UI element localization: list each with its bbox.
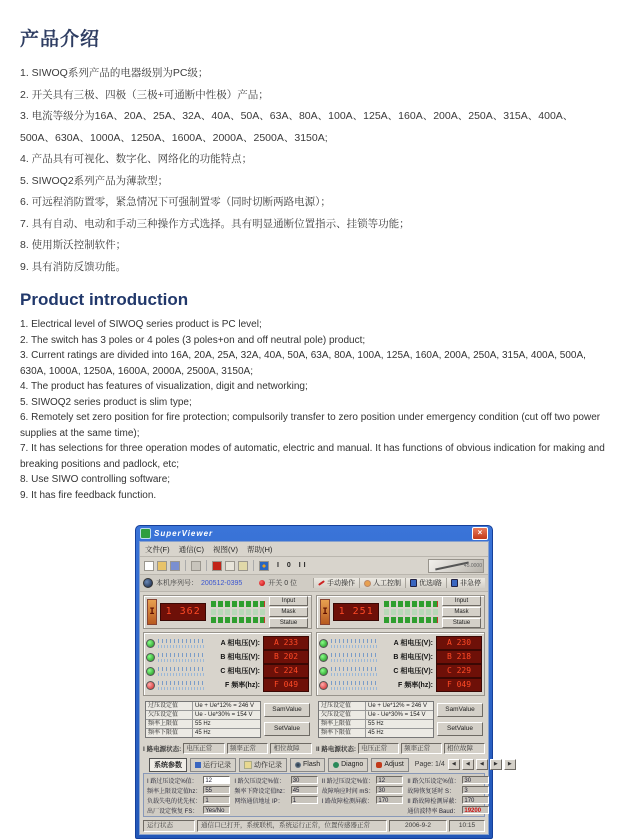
frequency-status: 频率正常 <box>227 743 269 754</box>
save-icon[interactable] <box>170 561 180 571</box>
param-field-empty <box>234 806 317 814</box>
position-indicator: I <box>147 599 157 625</box>
app-window <box>135 525 512 839</box>
param-label: 故障响应时间 mS： <box>321 788 375 795</box>
phase-value-display: C 224 <box>263 664 309 678</box>
phase-label: A 相电压(V): <box>220 640 260 647</box>
app-icon <box>140 528 151 539</box>
titlebar[interactable] <box>139 526 489 541</box>
tab-system-params[interactable] <box>149 758 187 772</box>
hand-icon <box>364 580 371 587</box>
input-button[interactable]: Input <box>442 596 481 606</box>
param-field <box>234 796 317 804</box>
diamond-icon <box>142 762 147 767</box>
param-label: 网络通信地址 IP： <box>234 798 284 805</box>
page-icon <box>244 761 252 769</box>
power-status-label: I 路电源状态: <box>143 745 182 753</box>
new-icon[interactable] <box>144 561 154 571</box>
param-input[interactable]: 12 <box>203 776 230 784</box>
setting-label: 频率下限值 <box>146 729 193 737</box>
phase-row <box>146 664 309 678</box>
phase-led <box>319 667 328 676</box>
tab-label: 动作记录 <box>254 761 282 769</box>
mask-button[interactable]: Mask <box>269 607 308 617</box>
phase-led <box>319 653 328 662</box>
phase-value-display: B 218 <box>436 650 482 664</box>
phase-row <box>319 678 482 692</box>
panel1-power-status <box>143 743 312 753</box>
param-input[interactable]: 30 <box>376 786 403 794</box>
param-input[interactable]: 170 <box>462 796 489 804</box>
open-folder-icon[interactable] <box>157 561 167 571</box>
panel-line1 <box>143 595 312 753</box>
status-button[interactable]: Statue <box>442 618 481 628</box>
phase-status: 相位故障 <box>444 743 485 754</box>
window-title: SuperViewer <box>154 529 214 538</box>
list-item: 4. 产品具有可视化、数字化、网络化的功能特点； <box>20 153 253 165</box>
list-item: 9. 具有消防反馈功能。 <box>20 260 127 273</box>
phase-scale <box>331 638 377 648</box>
phase-status: 相位故障 <box>270 743 312 754</box>
value-buttons <box>437 701 483 738</box>
param-field <box>322 796 404 804</box>
phase-row <box>319 650 482 664</box>
tab-label: Adjust <box>384 761 404 768</box>
status-button[interactable]: Statue <box>269 618 308 628</box>
samvalue-button[interactable]: SamValue <box>264 703 310 717</box>
phase-scale <box>158 680 204 690</box>
app-body <box>139 541 512 835</box>
mode-non-estop[interactable] <box>446 578 485 588</box>
setting-label: 欠压设定值 <box>319 711 366 719</box>
panel2-display-box <box>316 595 485 629</box>
setting-value: 45 Hz <box>368 730 384 736</box>
settings-table <box>145 701 261 738</box>
phase-label: F 频率(hz): <box>225 682 260 689</box>
param-input[interactable]: 55 <box>203 786 230 794</box>
setting-value: Ue + Ue*12% = 246 V <box>368 703 428 709</box>
mode-manual-control[interactable] <box>359 578 405 588</box>
list-item: 7. 具有自动、电动和手动三种操作方式选择。具有明显通断位置指示、挂锁等功能； <box>20 217 410 230</box>
setting-value: Ue - Ue*30% = 154 V <box>195 712 253 718</box>
param-input[interactable]: 1 <box>203 796 230 804</box>
tab-label: Diagno <box>341 761 364 768</box>
mode-buttons <box>313 578 485 588</box>
page-indicator: Page: 1/4 <box>414 761 445 768</box>
param-input[interactable]: 3 <box>462 786 489 794</box>
phase-scale <box>158 652 204 662</box>
mode-label: 优选I路 <box>419 580 442 587</box>
panel1-phase-box <box>143 632 312 696</box>
panel2-phase-box <box>316 632 485 696</box>
phase-led <box>146 681 155 690</box>
param-field <box>407 786 489 794</box>
status-message: 通信口已打开，系统联机，系统运行正常，位置传感器正常 <box>197 820 387 832</box>
led-buttons <box>269 596 308 628</box>
list-item: 8. 使用斯沃控制软件； <box>20 239 127 251</box>
param-label: II 路欠压设定%值： <box>407 778 460 785</box>
phase-led <box>146 653 155 662</box>
io-led-grid <box>211 601 266 623</box>
phase-value-display: A 230 <box>436 636 482 650</box>
list-item: 3. 电流等级分为16A、20A、25A、32A、40A、50A、63A、80A、100A、125A、160A、200A、250A、315A、400A、500A、630A、1000A、1250A、1600A、2000A、2500A、3150A; <box>20 110 574 144</box>
param-field <box>147 776 230 784</box>
list-item: 5. SIWOQ2系列产品为薄款型； <box>20 174 169 187</box>
param-field <box>407 796 489 804</box>
param-label: 通信波特率 Baud： <box>407 808 460 815</box>
heading-en: Product introduction <box>20 290 189 309</box>
param-field <box>407 776 489 784</box>
phase-value-display: A 233 <box>263 636 309 650</box>
list-item: 6. 可远程消防置零，紧急情况下可强制置零（同时切断两路电源）； <box>20 196 331 208</box>
heading-cn: 产品介绍 <box>20 29 101 50</box>
nav-next-button[interactable]: ▶ <box>490 759 502 770</box>
lever-indicator <box>428 559 484 573</box>
en-list <box>20 317 608 503</box>
phase-value-display: C 229 <box>436 664 482 678</box>
list-item: 4. The product has features of visualization, digit and networking; <box>20 381 308 392</box>
list-item: 1. SIWOQ系列产品的电器级别为PC级； <box>20 67 209 79</box>
toolbar <box>140 557 488 575</box>
param-input[interactable]: 30 <box>291 776 318 784</box>
menubar <box>140 542 488 557</box>
line-panels <box>140 592 488 756</box>
param-label: 负载失电的优先权： <box>147 798 202 805</box>
serial-number: 200512-0395 <box>201 579 243 587</box>
setting-label: 过压设定值 <box>319 702 366 710</box>
stop-icon[interactable] <box>212 561 222 571</box>
phase-scale <box>331 666 377 676</box>
nav-prev-button[interactable]: ◀ <box>462 759 474 770</box>
mask-button[interactable]: Mask <box>442 607 481 617</box>
tab-row <box>140 756 512 773</box>
log-icon <box>195 762 201 768</box>
mode-prefer-line1[interactable] <box>405 578 446 588</box>
phase-label: C 相电压(V): <box>393 668 433 675</box>
nav-first-button[interactable]: ◀ <box>448 759 460 770</box>
seven-seg-display: 1 362 <box>160 603 206 621</box>
nav-last-button[interactable]: ▶ <box>504 759 516 770</box>
param-field <box>147 786 230 794</box>
samvalue-button[interactable]: SamValue <box>437 703 483 717</box>
frequency-status: 频率正常 <box>401 743 442 754</box>
setting-label: 频率上限值 <box>146 720 193 728</box>
list-item: 2. The switch has 3 poles or 4 poles (3 poles+on and off neutral pole) product; <box>20 334 366 346</box>
led-buttons <box>442 596 481 628</box>
mode-label: 非急停 <box>460 580 481 587</box>
phase-label: F 频率(hz): <box>398 682 433 689</box>
setvalue-button[interactable]: SetValue <box>437 722 483 736</box>
seven-seg-display: 1 251 <box>333 603 379 621</box>
param-field <box>322 776 404 784</box>
panel-line2 <box>316 595 485 753</box>
input-button[interactable]: Input <box>269 596 308 606</box>
param-label: II 路故障检测屏蔽： <box>407 798 461 805</box>
param-input[interactable]: 12 <box>376 776 403 784</box>
close-button[interactable]: × <box>472 527 488 540</box>
menu-view[interactable]: 视图(V) <box>213 544 238 554</box>
param-field <box>234 786 317 794</box>
tab-diagno[interactable] <box>328 758 368 772</box>
phase-row <box>146 650 309 664</box>
mode-manual-operation[interactable] <box>313 578 359 588</box>
list-item: 3. Current ratings are divided into 16A, 20A, 25A, 32A, 40A, 50A, 63A, 80A, 100A, 125A, 160A, 200A, 250A, 315A, 400A, 500A, 630A, 1000A, 1250A, 1600A, 2000A, 2500A, 3150A; <box>20 350 586 377</box>
list-item: 9. It has fire feedback function. <box>20 489 157 501</box>
lock-icon <box>451 579 458 587</box>
list-item: 6. Remotely set zero position for fire protection; compulsorily transfer to zero position under emergency condition (cut off two power supplies at the same time); <box>20 412 601 439</box>
param-input[interactable]: 170 <box>376 796 403 804</box>
setting-label: 频率下限值 <box>319 729 366 737</box>
setting-value: 55 Hz <box>195 721 211 727</box>
list-item: 5. SIWOQ2 series product is slim type; <box>20 396 192 408</box>
cn-list <box>20 63 608 278</box>
setting-value: 45 Hz <box>195 730 211 736</box>
print-icon[interactable] <box>191 561 201 571</box>
menu-file[interactable]: 文件(F) <box>145 544 170 554</box>
voltage-status: 电压正常 <box>358 743 399 754</box>
phase-led <box>146 639 155 648</box>
param-label: I 路欠压设定%值： <box>234 778 286 785</box>
menu-help[interactable]: 帮助(H) <box>247 544 273 554</box>
phase-scale <box>331 652 377 662</box>
param-label: I 路过压设定%值： <box>147 778 198 785</box>
phase-scale <box>158 666 204 676</box>
phase-scale <box>331 680 377 690</box>
voltage-status: 电压正常 <box>183 743 225 754</box>
phase-label: A 相电压(V): <box>393 640 433 647</box>
target-icon[interactable] <box>259 561 269 571</box>
setting-value: 55 Hz <box>368 721 384 727</box>
param-label: 频率下降设定值hz： <box>234 788 289 795</box>
param-field <box>147 806 230 814</box>
setting-label: 过压设定值 <box>146 702 193 710</box>
list-item: 1. Electrical level of SIWOQ series product is PC level; <box>20 319 262 330</box>
phase-scale <box>158 638 204 648</box>
phase-value-display: F 049 <box>436 678 482 692</box>
panel1-display-box <box>143 595 312 629</box>
nav-button[interactable]: ◀ <box>476 759 488 770</box>
tab-action-log[interactable] <box>239 758 287 772</box>
status-bar <box>143 820 485 831</box>
param-label: II 路过压设定%值： <box>321 778 375 785</box>
value-buttons <box>264 701 310 738</box>
tab-label: 运行记录 <box>203 761 231 769</box>
tab-adjust[interactable] <box>371 758 408 772</box>
switch-position-labels: I 0 II <box>277 562 309 569</box>
phase-row <box>146 636 309 650</box>
setting-label: 频率上限值 <box>319 720 366 728</box>
panel2-power-status <box>316 743 485 753</box>
param-label: 故障恢复延时 S： <box>407 788 456 795</box>
phase-led <box>319 639 328 648</box>
param-input[interactable]: 45 <box>291 786 318 794</box>
list-item: 8. Use SIWO controlling software; <box>20 474 171 485</box>
phase-row <box>319 664 482 678</box>
phase-row <box>319 636 482 650</box>
phase-led <box>146 667 155 676</box>
setting-label: 欠压设定值 <box>146 711 193 719</box>
param-input[interactable]: 1 <box>291 796 318 804</box>
tab-label: Flash <box>303 761 321 768</box>
mail-icon[interactable] <box>225 561 235 571</box>
diagno-icon <box>333 762 339 768</box>
phase-value-display: B 202 <box>263 650 309 664</box>
param-label: I 路故障检测屏蔽： <box>321 798 374 805</box>
setting-value: Ue + Ue*12% = 246 V <box>195 703 255 709</box>
status-time: 10:15 <box>449 820 485 832</box>
switch-status-led <box>259 580 265 586</box>
param-field <box>407 806 489 814</box>
lock-icon <box>410 579 417 587</box>
wrench-icon <box>318 580 325 586</box>
status-label: 运行状态 <box>143 820 195 832</box>
param-input[interactable]: 30 <box>462 776 489 784</box>
position-indicator: I <box>320 599 330 625</box>
setting-value: Ue - Ue*30% = 154 V <box>368 712 426 718</box>
phase-label: C 相电压(V): <box>220 668 260 675</box>
toolbar-separator <box>253 560 254 571</box>
tab-flash[interactable] <box>290 758 325 772</box>
mode-label: 手动操作 <box>327 580 356 587</box>
page-nav-buttons <box>448 759 516 770</box>
settings-table <box>318 701 434 738</box>
param-field <box>234 776 317 784</box>
phase-label: B 相电压(V): <box>220 654 260 661</box>
phase-row <box>146 678 309 692</box>
serial-label: 本机序列号： <box>156 580 198 587</box>
tab-run-log[interactable] <box>190 758 236 772</box>
param-input[interactable]: 19200 <box>462 806 489 814</box>
phase-label: B 相电压(V): <box>393 654 433 661</box>
param-label: 频率上限设定值hz： <box>147 788 202 795</box>
param-input[interactable]: Yes/No <box>203 806 230 814</box>
phase-value-display: F 049 <box>263 678 309 692</box>
mail-open-icon[interactable] <box>238 561 248 571</box>
lever-value: 45.0000 <box>463 562 482 569</box>
infobar <box>140 575 488 592</box>
adjust-icon <box>376 762 382 768</box>
toolbar-separator <box>185 560 186 571</box>
list-item: 2. 开关具有三极、四极（三极+可通断中性极）产品； <box>20 88 269 101</box>
list-item: 7. It has selections for three operation modes of automatic, electric and manual. It has functions of obvious indication for making and breaking positions and padlock, etc; <box>20 443 605 470</box>
parameter-grid <box>143 773 485 817</box>
panel2-settings <box>316 699 485 740</box>
phase-led <box>319 681 328 690</box>
mode-label: 人工控制 <box>373 580 402 587</box>
tab-label: 系统参数 <box>154 761 182 769</box>
param-label: 出厂设定恢复 FS： <box>147 808 199 815</box>
param-field-empty <box>322 806 404 814</box>
flash-icon <box>295 762 301 768</box>
menu-comm[interactable]: 通信(C) <box>178 544 204 554</box>
setvalue-button[interactable]: SetValue <box>264 722 310 736</box>
switch-status-text: 开关 0 位 <box>268 580 298 587</box>
power-status-label: II 路电源状态: <box>316 745 357 753</box>
io-led-grid <box>384 601 439 623</box>
param-field <box>322 786 404 794</box>
param-field <box>147 796 230 804</box>
status-date: 2006-9-2 <box>389 820 447 832</box>
globe-icon <box>143 578 153 588</box>
toolbar-separator <box>206 560 207 571</box>
panel1-settings <box>143 699 312 740</box>
